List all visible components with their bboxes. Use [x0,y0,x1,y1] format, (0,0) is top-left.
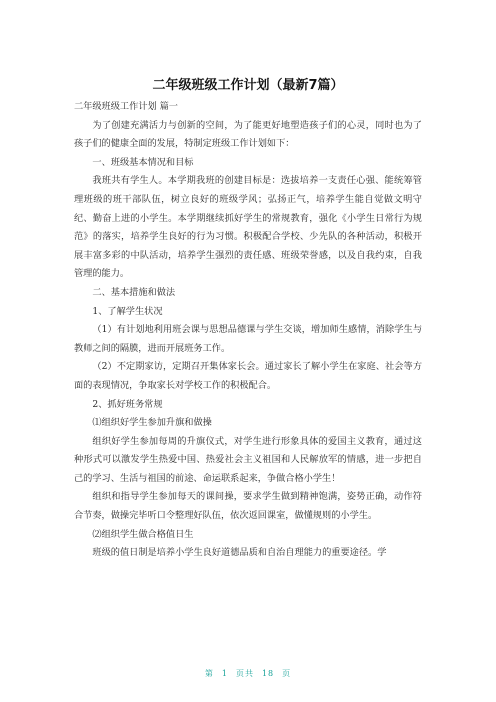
footer-total-pages: 18 [261,669,275,678]
page-footer [0,668,496,679]
paragraph: 我班共有学生人。本学期我班的创建目标是：选拔培养一支责任心强、能统筹管理班级的班干部队伍，树立良好的班级学风；弘扬正气，培养学生能自觉做文明守纪、勤奋上进的小学生。本学期继续抓好学生的常规教育，强化《小学生日常行为规范》的落实，培养学生良好的行为习惯。积极配合学校、少先队的各种活动，积极开展丰富多彩的中队活动，培养学生强烈的责任感、班级荣誉感，以及自我约束，自我管理的能力。 [74,175,422,280]
footer-page-label: 第 [204,669,214,678]
footer-total-label: 页共 [235,669,254,678]
document-title: 二年级班级工作计划（最新7篇） [152,78,344,93]
document-body [74,98,422,563]
paragraph: ⑴组织好学生参加升旗和做操 [92,417,212,429]
paragraph: ⑵组织学生做合格值日生 [92,528,194,540]
paragraph: 1、了解学生状况 [92,305,163,317]
footer-page-suffix: 页 [282,669,292,678]
paragraph: 二年级班级工作计划 篇一 [74,101,178,112]
paragraph: 组织好学生参加每周的升旗仪式，对学生进行形象具体的爱国主义教育，通过这种形式可以激发学生热爱中国、热爱社会主义祖国和人民解放军的情感，进一步把自己的学习、生活与祖国的前途、命运联系起来，争做合格小学生！ [74,435,422,484]
paragraph: 组织和指导学生参加每天的课间操，要求学生做到精神饱满，姿势正确，动作符合节奏，做操完毕听口令整理好队伍，依次返回课室，做懂规则的小学生。 [74,491,422,522]
paragraph: （1）有计划地利用班会课与思想品德课与学生交谈，增加师生感情，消除学生与教师之间的隔膜，进而开展班务工作。 [74,324,422,354]
paragraph: 二、基本措施和做法 [92,286,176,298]
paragraph: 2、抓好班务常规 [92,398,163,410]
footer-page-number: 1 [221,669,228,678]
paragraph: 班级的值日制是培养小学生良好道德品质和自治自理能力的重要途径。学 [92,547,387,559]
paragraph: 为了创建充满活力与创新的空间，为了能更好地塑造孩子们的心灵，同时也为了孩子们的健康全面的发展，特制定班级工作计划如下： [74,119,422,150]
paragraph: （2）不定期家访，定期召开集体家长会。通过家长了解小学生在家庭、社会等方面的表现情况，争取家长对学校工作的积极配合。 [74,361,422,391]
paragraph: 一、班级基本情况和目标 [92,156,194,168]
